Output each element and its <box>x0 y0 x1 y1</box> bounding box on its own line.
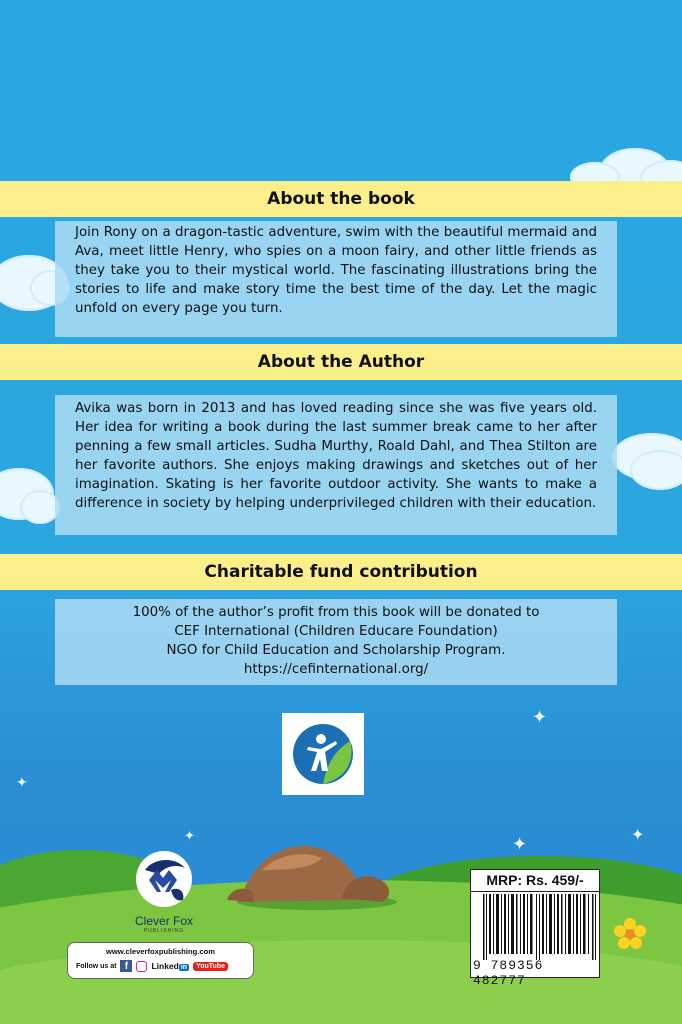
about-author-heading: About the Author <box>0 344 682 380</box>
follow-label: Follow us at <box>76 962 117 970</box>
instagram-icon[interactable] <box>136 961 147 972</box>
sparkle-icon: ✦ <box>631 825 645 844</box>
cloud-left-mid-2 <box>20 490 60 524</box>
sparkle-icon: ✦ <box>184 829 195 844</box>
barcode-icon <box>483 894 597 960</box>
fox-logo-icon <box>135 850 193 908</box>
child-leaf-logo-icon <box>288 719 358 789</box>
charity-heading: Charitable fund contribution <box>0 554 682 590</box>
charity-line: CEF International (Children Educare Foundation) <box>174 624 498 639</box>
social-links-box <box>67 942 254 979</box>
barcode-box <box>470 869 600 988</box>
about-book-heading: About the book <box>0 181 682 217</box>
linkedin-icon[interactable]: Linked in <box>151 961 188 971</box>
cloud-right-mid-2 <box>630 450 682 490</box>
clever-fox-logo <box>122 850 206 940</box>
charity-line: 100% of the author’s profit from this book will be donated to <box>132 605 540 620</box>
publisher-sub: PUBLISHING <box>143 928 185 934</box>
sparkle-icon: ✦ <box>532 707 548 728</box>
sparkle-icon: ✦ <box>16 775 28 791</box>
isbn-number: 9 789356 482777 <box>473 958 544 988</box>
sparkle-icon: ✦ <box>512 834 528 855</box>
charity-line: NGO for Child Education and Scholarship Program. <box>166 643 506 658</box>
publisher-website[interactable]: www.cleverfoxpublishing.com <box>105 947 215 956</box>
cef-logo <box>282 713 364 795</box>
facebook-icon[interactable]: f <box>120 960 132 972</box>
charity-url: https://cefinternational.org/ <box>243 662 429 677</box>
about-author-text: Avika was born in 2013 and has loved reading since she was five years old. Her idea for writing a book during the last summer break came to her after penning a few small articles. Sudha Murthy, Roald Dahl, and Thea Stilton are her favorite authors. She enjoys making drawings and sketches out of her imagination. Skating is her favorite outdoor activity. She wants to make a difference in society by helping underprivileged children with their education. <box>55 395 617 535</box>
about-book-text: Join Rony on a dragon-tastic adventure, swim with the beautiful mermaid and Ava, meet little Henry, who spies on a moon fairy, and other little friends as they take you to their mystical world. The fascinating illustrations bring the stories to life and make story time the best time of the day. Let the magic unfold on every page you turn. <box>55 221 617 337</box>
mrp-price: MRP: Rs. 459/- <box>471 870 599 892</box>
youtube-icon[interactable]: YouTube <box>193 962 228 971</box>
charity-text <box>55 599 617 685</box>
flower-icon <box>613 917 647 951</box>
rocks-illustration <box>222 840 402 910</box>
publisher-name: Clever Fox <box>134 914 193 928</box>
